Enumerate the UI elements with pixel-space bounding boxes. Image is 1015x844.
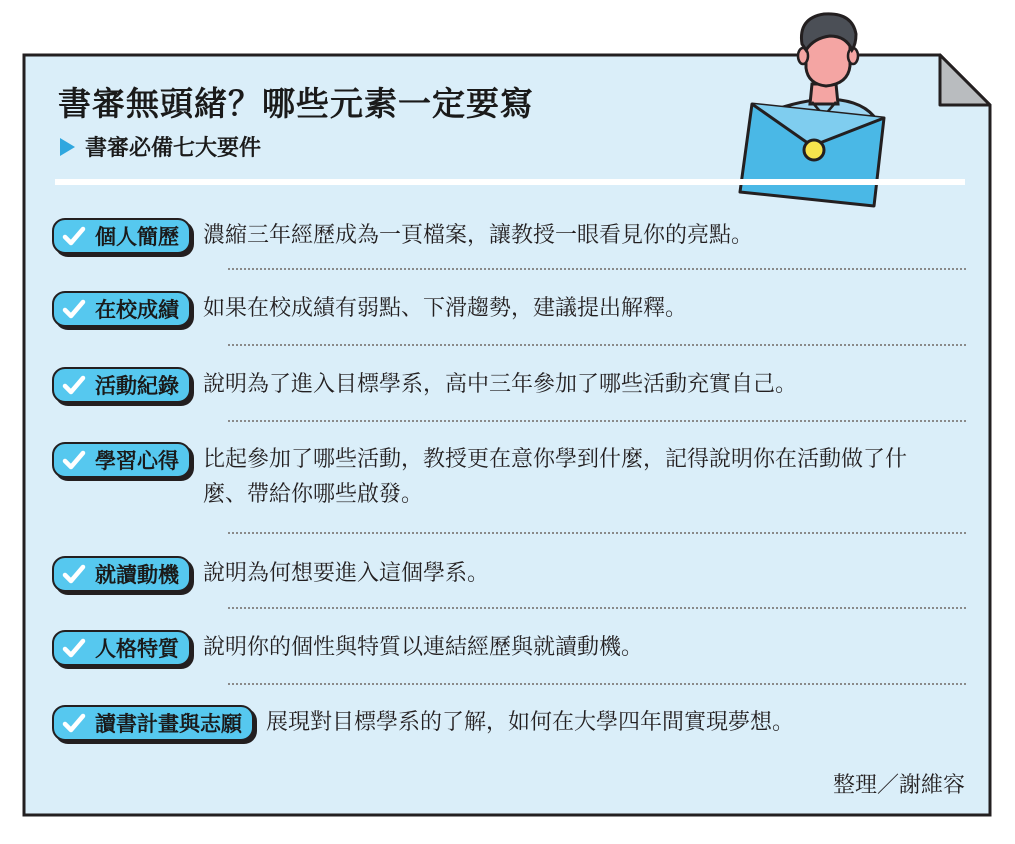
- credit-text: 整理／謝維容: [832, 773, 965, 798]
- list-item: [52, 218, 943, 254]
- subtitle: [60, 131, 261, 162]
- list-item: [52, 442, 943, 512]
- dotted-divider: [228, 420, 966, 422]
- dotted-divider: [228, 607, 966, 609]
- check-icon: [62, 636, 86, 660]
- item-text: 比起參加了哪些活動，教授更在意你學到什麼，記得說明你在活動做了什麼、帶給你哪些啟發。: [203, 447, 908, 507]
- list-item: [52, 291, 943, 327]
- item-badge: [52, 705, 254, 741]
- item-label: 在校成績: [95, 298, 179, 322]
- check-icon: [62, 448, 86, 472]
- list-item: [52, 556, 943, 592]
- play-arrow-icon: [60, 138, 75, 156]
- check-icon: [62, 562, 86, 586]
- check-icon: [62, 373, 86, 397]
- item-label: 活動紀錄: [95, 374, 179, 398]
- item-text: 說明為了進入目標學系，高中三年參加了哪些活動充實自己。: [203, 372, 798, 397]
- item-badge: [52, 367, 191, 403]
- check-icon: [62, 297, 86, 321]
- item-text: 說明為何想要進入這個學系。: [203, 561, 490, 586]
- dotted-divider: [228, 532, 966, 534]
- list-item: [52, 705, 926, 741]
- item-text: 說明你的個性與特質以連結經歷與就讀動機。: [203, 635, 644, 660]
- item-label: 個人簡歷: [95, 225, 179, 249]
- folded-corner: [940, 55, 990, 105]
- item-badge: [52, 630, 191, 666]
- item-label: 就讀動機: [95, 563, 179, 587]
- dotted-divider: [228, 683, 966, 685]
- item-badge: [52, 442, 191, 478]
- dotted-divider: [228, 268, 966, 270]
- page-title: 書審無頭緒？哪些元素一定要寫: [58, 84, 534, 123]
- check-icon: [62, 224, 86, 248]
- item-label: 學習心得: [95, 449, 179, 473]
- item-label: 人格特質: [95, 637, 179, 661]
- list-item: [52, 367, 948, 403]
- item-text: 展現對目標學系的了解，如何在大學四年間實現夢想。: [266, 710, 795, 735]
- list-item: [52, 630, 943, 666]
- item-badge: [52, 556, 191, 592]
- envelope-seal: [804, 140, 824, 160]
- dotted-divider: [228, 344, 966, 346]
- item-text: 如果在校成績有弱點、下滑趨勢，建議提出解釋。: [203, 296, 688, 321]
- item-label: 讀書計畫與志願: [95, 712, 242, 736]
- person-envelope-illustration: [740, 14, 884, 206]
- header-divider: [55, 179, 965, 185]
- check-icon: [62, 711, 86, 735]
- item-badge: [52, 291, 191, 327]
- subtitle-text: 書審必備七大要件: [85, 135, 262, 161]
- item-badge: [52, 218, 191, 254]
- item-text: 濃縮三年經歷成為一頁檔案，讓教授一眼看見你的亮點。: [203, 223, 754, 248]
